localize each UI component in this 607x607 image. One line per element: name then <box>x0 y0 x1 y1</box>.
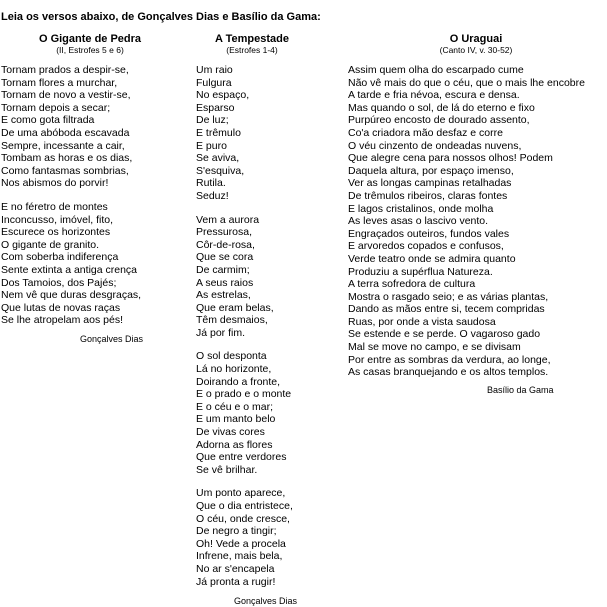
verse-line: Co'a criadora mão desfaz e corre <box>348 126 503 139</box>
poem-title: O Gigante de Pedra <box>38 33 142 45</box>
verse-line: O céu, onde cresce, <box>196 512 290 525</box>
verse-line: E puro <box>196 139 227 152</box>
verse-line: Se estende e se perde. O vagaroso gado <box>348 328 541 341</box>
verse-line: De luz; <box>196 114 229 127</box>
verse-line: E como gota filtrada <box>1 114 95 127</box>
verse-line: Oh! Vede a procela <box>196 537 286 550</box>
verse-line: Ver as longas campinas retalhadas <box>348 177 512 190</box>
verse-line: Se lhe atropelam aos pés! <box>1 314 123 327</box>
verse-line: Que lutas de novas raças <box>1 301 121 314</box>
poem-gigante-de-pedra <box>1 33 179 345</box>
verse-line: Que o dia entristece, <box>196 500 293 512</box>
stanza <box>196 214 308 340</box>
verse-line: A tarde e fria névoa, escura e densa. <box>348 89 520 102</box>
verse-line: Têm desmaios, <box>196 314 268 327</box>
verse-line: Vem a aurora <box>196 213 260 226</box>
verse-line: Ruas, por onde a vista saudosa <box>348 315 496 328</box>
verse-line: Assim quem olha do escarpado cume <box>348 64 524 76</box>
verse-line: Um ponto aparece, <box>196 487 286 500</box>
verse-line: De uma abóboda escavada <box>1 126 130 139</box>
poem-subtitle: (II, Estrofes 5 e 6) <box>56 45 124 55</box>
verse-line: As casas branquejando e os altos templos. <box>348 366 549 379</box>
verse-line: De negro a tingir; <box>196 525 277 538</box>
verse-line: S'esquiva, <box>196 164 245 177</box>
poem-subtitle: (Canto IV, v. 30-52) <box>439 45 513 55</box>
verse-line: De trêmulos ribeiros, claras fontes <box>348 189 508 202</box>
verse-line: De vivas cores <box>196 426 265 439</box>
stanza <box>196 350 308 476</box>
verse-line: A terra sofredora de cultura <box>348 278 476 291</box>
stanza <box>196 487 308 588</box>
verse-line: Que alegre cena para nossos olhos! Podem <box>348 152 553 165</box>
verse-line: Dando as mãos entre si, tecem compridas <box>348 303 545 316</box>
verse-line: No ar s'encapela <box>196 562 275 575</box>
verse-line: O véu cinzento de ondeadas nuvens, <box>348 139 522 152</box>
verse-line: Mostra o rasgado seio; e as várias plantas, <box>348 290 549 303</box>
verse-line: Mas quando o sol, de lá do eterno e fixo <box>348 101 535 114</box>
verse-line: Tornam de novo a vestir-se, <box>1 89 131 102</box>
verse-line: Pressurosa, <box>196 226 253 239</box>
verse-line: Tombam as horas e os dias, <box>1 152 133 165</box>
instruction-heading: Leia os versos abaixo, de Gonçalves Dias e Basílio da Gama: <box>1 11 321 23</box>
poem-title: O Uraguai <box>449 33 503 45</box>
stanza <box>1 201 179 327</box>
verse-line: Já por fim. <box>196 326 246 339</box>
poem-author: Basílio da Gama <box>487 384 554 395</box>
verse-line: Que entre verdores <box>196 451 287 464</box>
poem-title: A Tempestade <box>215 33 289 45</box>
poem-subtitle: (Estrofes 1-4) <box>226 45 278 55</box>
verse-line: E no féretro de montes <box>1 200 108 213</box>
verse-line: Verde teatro onde se admira quanto <box>348 252 516 265</box>
poem-o-uraguai <box>348 33 604 396</box>
verse-line: Que se cora <box>196 251 254 264</box>
verse-line: E um manto belo <box>196 413 276 426</box>
verse-line: Se vê brilhar. <box>196 463 258 476</box>
verse-line: Seduz! <box>196 189 229 202</box>
verse-line: Com soberba indiferença <box>1 251 119 264</box>
stanza <box>1 64 179 190</box>
verse-line: Daquela altura, por espaço imenso, <box>348 164 514 177</box>
verse-line: Esparso <box>196 101 235 114</box>
verse-line: Rutila. <box>196 177 226 190</box>
verse-line: E o céu e o mar; <box>196 400 274 413</box>
verse-line: Como fantasmas sombrias, <box>1 164 129 177</box>
verse-line: No espaço, <box>196 89 250 102</box>
verse-line: O sol desponta <box>196 350 267 363</box>
verse-line: Não vê mais do que o céu, que o mais lhe encobre <box>348 76 585 89</box>
verse-line: Que eram belas, <box>196 301 274 314</box>
verse-line: Lá no horizonte, <box>196 363 272 376</box>
verse-line: Se aviva, <box>196 152 240 165</box>
verse-line: Tornam depois a secar; <box>1 101 111 114</box>
stanza <box>196 64 308 203</box>
poem-author: Gonçalves Dias <box>80 333 144 344</box>
verse-line: Escurece os horizontes <box>1 226 111 239</box>
verse-line: Tornam flores a murchar, <box>1 76 118 89</box>
verse-line: O gigante de granito. <box>1 238 100 251</box>
verse-line: Doirando a fronte, <box>196 375 281 388</box>
poem-author: Gonçalves Dias <box>234 596 298 607</box>
verse-line: Mal se move no campo, e se divisam <box>348 341 521 354</box>
verse-line: E trêmulo <box>196 126 241 139</box>
verse-line: Dos Tamoios, dos Pajés; <box>1 276 117 289</box>
verse-line: Engraçados outeiros, fundos vales <box>348 227 510 240</box>
verse-line: Sempre, incessante a cair, <box>1 139 125 152</box>
verse-line: Fulgura <box>196 76 232 89</box>
stanza <box>348 64 604 379</box>
verse-line: E arvoredos copados e confusos, <box>348 240 504 253</box>
verse-line: Inconcusso, imóvel, fito, <box>1 213 114 226</box>
verse-line: Um raio <box>196 64 233 76</box>
verse-line: E o prado e o monte <box>196 388 292 401</box>
verse-line: As estrelas, <box>196 289 251 302</box>
verse-line: A seus raios <box>196 276 254 289</box>
verse-line: Já pronta a rugir! <box>196 575 276 588</box>
verse-line: Côr-de-rosa, <box>196 238 255 251</box>
verse-line: Purpúreo encosto de dourado assento, <box>348 114 530 127</box>
verse-line: De carmim; <box>196 263 250 276</box>
verse-line: As leves asas o lascivo vento. <box>348 215 489 228</box>
verse-line: Por entre as sombras da verdura, ao longe, <box>348 353 551 366</box>
verse-line: Nem vê que duras desgraças, <box>1 289 142 302</box>
poem-a-tempestade <box>196 33 308 607</box>
verse-line: Tornam prados a despir-se, <box>1 64 129 76</box>
verse-line: Infrene, mais bela, <box>196 550 283 563</box>
verse-line: Sente extinta a antiga crença <box>1 263 138 276</box>
verse-line: E lagos cristalinos, onde molha <box>348 202 494 215</box>
verse-line: Nos abismos do porvir! <box>1 177 109 190</box>
verse-line: Adorna as flores <box>196 438 273 451</box>
verse-line: Produziu a supérflua Natureza. <box>348 265 493 278</box>
